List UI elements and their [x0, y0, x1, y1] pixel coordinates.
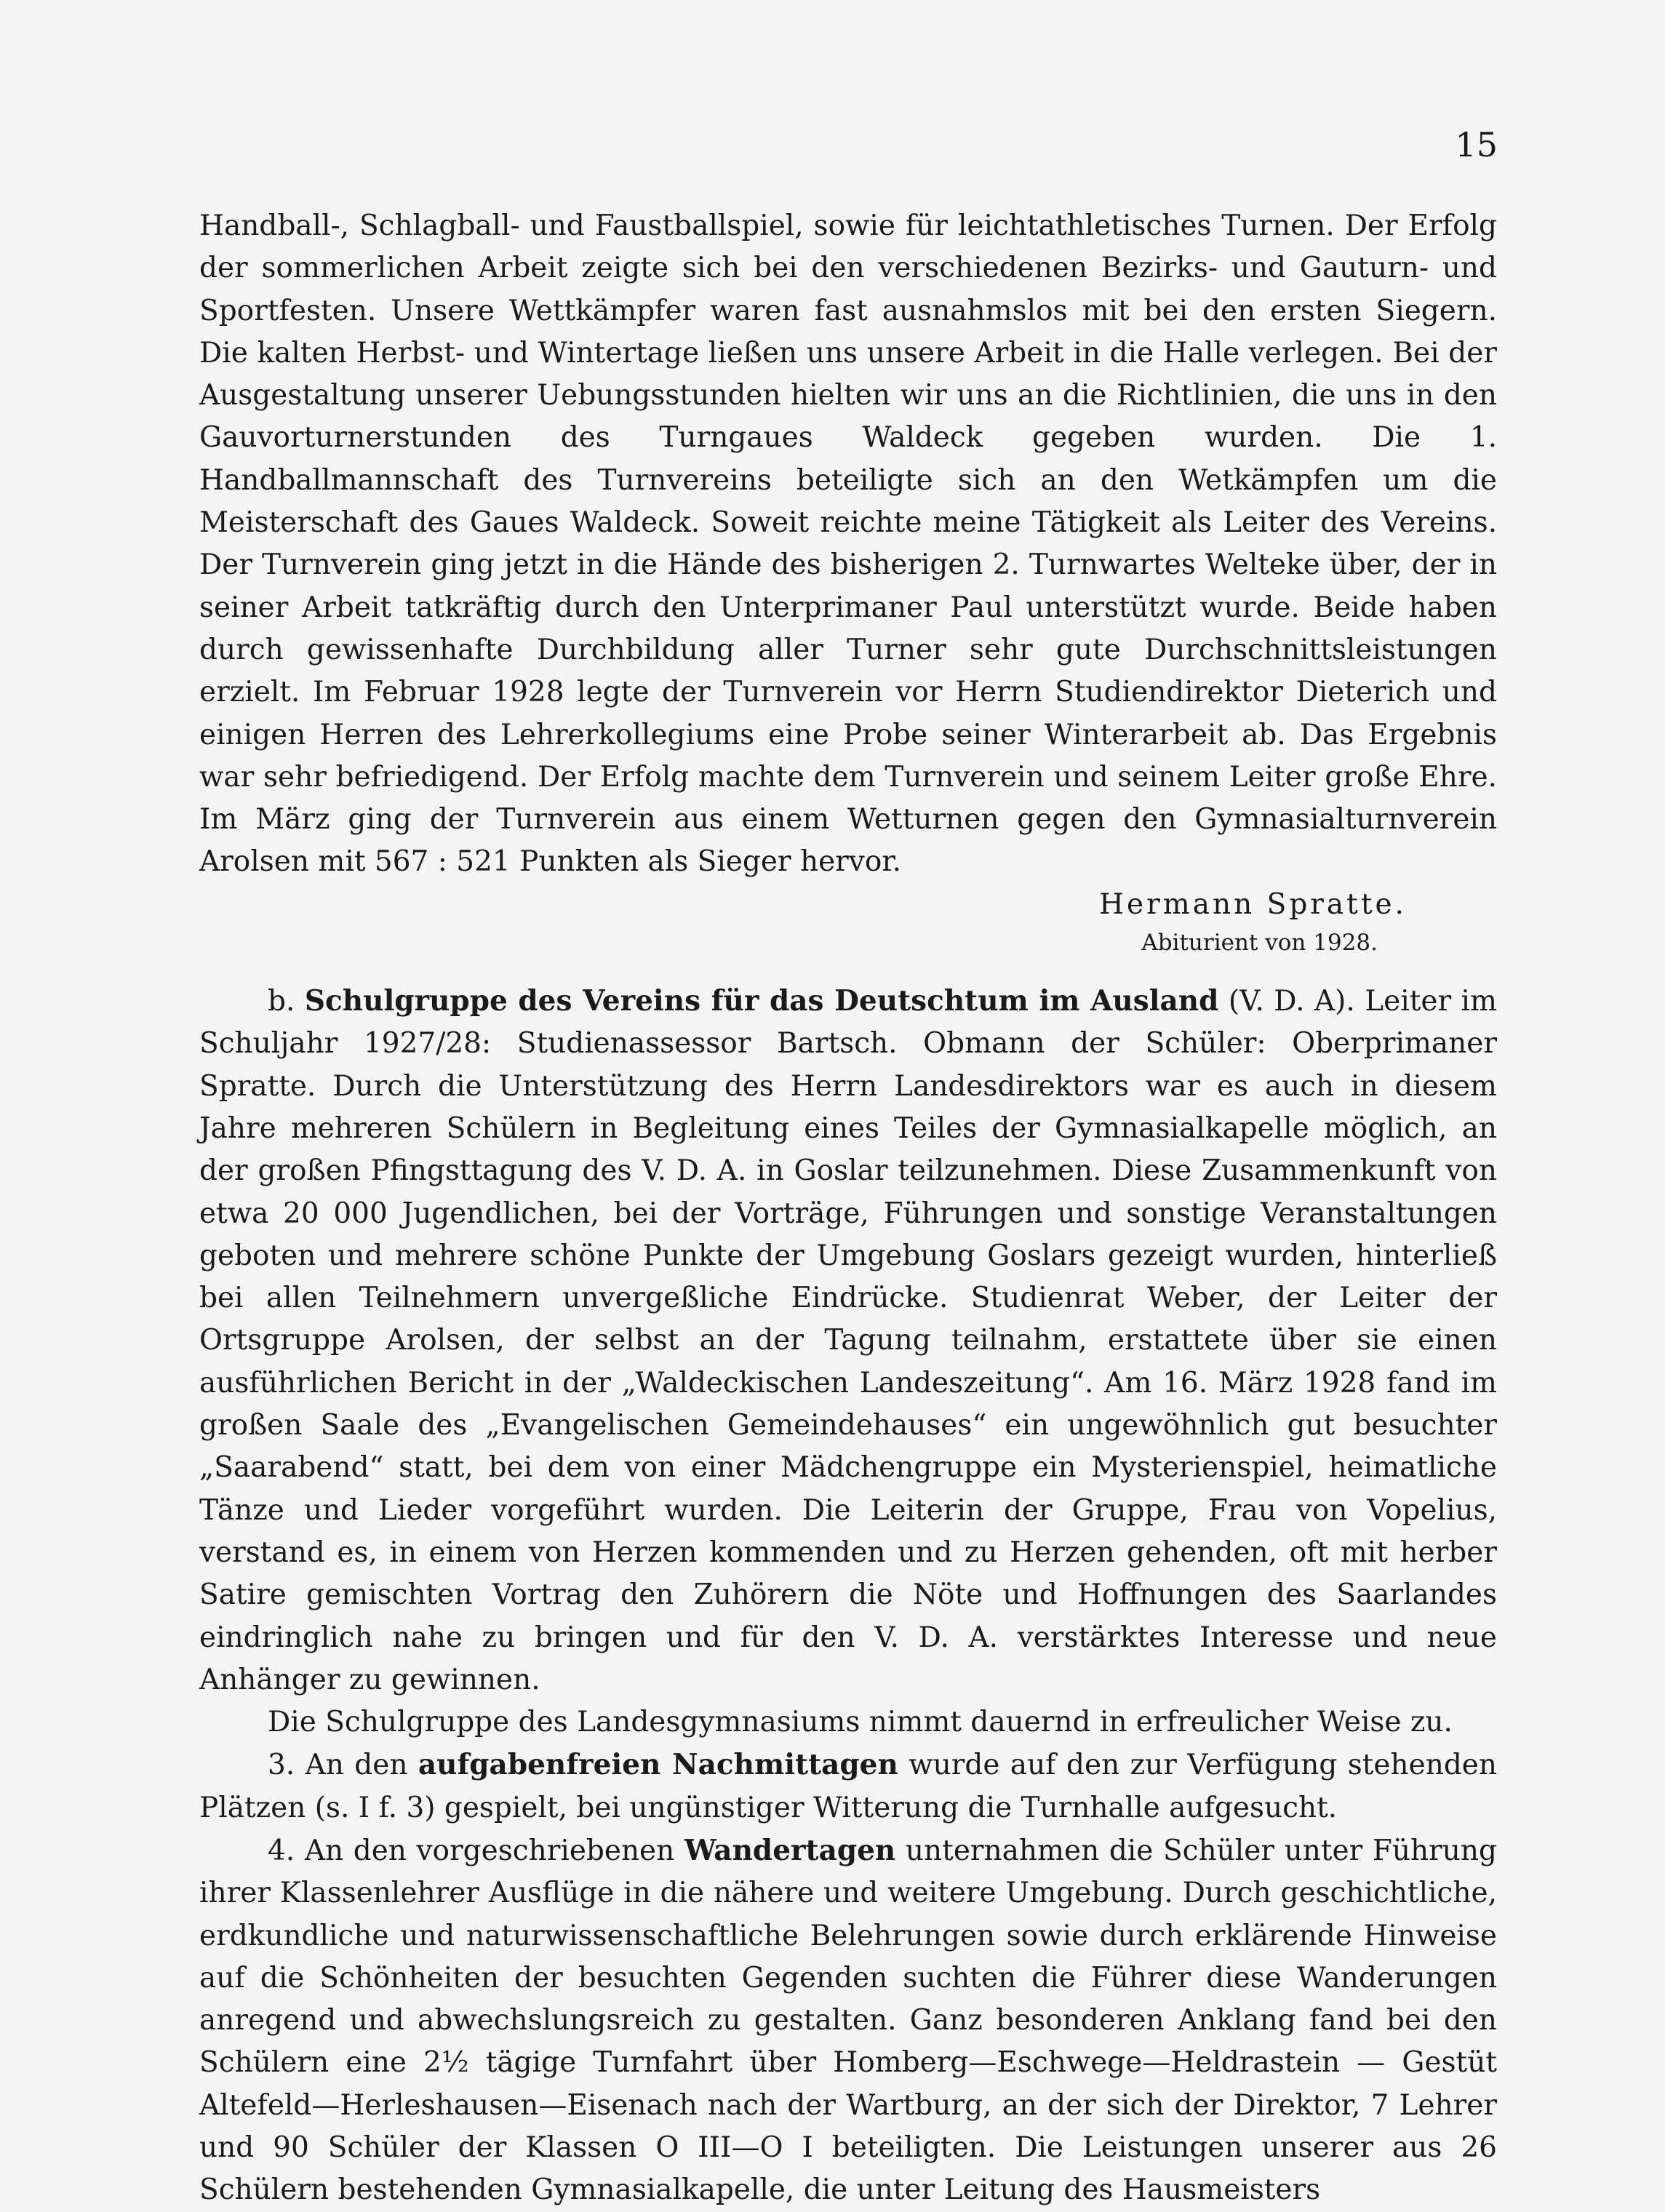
signature-line: [199, 884, 1497, 926]
vda-text: (V. D. A). Leiter im Schuljahr 1927/28: Studienassessor Bartsch. Obmann der Schüler: Oberprimaner Spratte. Durch die Unterstützung des Herrn Landesdirektors war es auch in diesem Jahre mehreren Schülern in Begleitung eines Teiles der Gymnasialkapelle möglich, an der großen Pfingsttagung des V. D. A. in Goslar teilzunehmen. Diese Zusammenkunft von etwa 20 000 Jugendlichen, bei der Vorträge, Führungen und sonstige Veranstaltungen geboten und mehrere schöne Punkte der Umgebung Goslars gezeigt wurden, hinterließ bei allen Teilnehmern unvergeßliche Eindrücke. Studienrat Weber, der Leiter der Ortsgruppe Arolsen, der selbst an der Tagung teilnahm, erstattete über sie einen ausführlichen Bericht in der „Waldeckischen Landeszeitung“. Am 16. März 1928 fand im großen Saale des „Evangelischen Gemeindehauses“ ein ungewöhnlich gut besuchter „Saarabend“ statt, bei dem von einer Mädchengruppe ein Mysterienspiel, heimatliche Tänze und Lieder vorgeführt wurden. Die Leiterin der Gruppe, Frau von Vopelius, verstand es, in einem von Herzen kommenden und zu Herzen gehenden, oft mit herber Satire gemischten Vortrag den Zuhörern die Nöte und Hoffnungen des Saarlandes eindringlich nahe zu bringen und für den V. D. A. verstärktes Interesse und neue Anhänger zu gewinnen.: [199, 985, 1497, 1696]
vda-paragraph: [199, 980, 1497, 1701]
afternoons-label: 3. An den: [268, 1749, 408, 1782]
hiking-text: unternahmen die Schüler unter Führung ihrer Klassenlehrer Ausflüge in die nähere und weitere Umgebung. Durch geschichtliche, erdkundliche und naturwissenschaftliche Belehrungen sowie durch erklärende Hinweise auf die Schönheiten der besuchten Gegenden suchten die Führer diese Wanderungen anregend und abwechslungsreich zu gestalten. Ganz besonderen Anklang fand bei den Schülern eine 2½ tägige Turnfahrt über Homberg—Eschwege—Heldrastein — Gestüt Altefeld—Herleshausen—Eisenach nach der Wartburg, an der sich der Direktor, 7 Lehrer und 90 Schüler der Klassen O III—O I beteiligten. Die Leistungen unserer aus 26 Schülern bestehenden Gymnasialkapelle, die unter Leitung des Hausmeisters: [199, 1834, 1497, 2207]
page-number: 15: [1455, 125, 1498, 164]
vda-label: b.: [268, 985, 295, 1018]
signature-role: Abiturient von 1928.: [1141, 930, 1378, 957]
hiking-heading: Wandertagen: [684, 1833, 896, 1867]
vda-closing: Die Schulgruppe des Landesgymnasiums nimmt dauernd in erfreulicher Weise zu.: [268, 1706, 1453, 1739]
hiking-paragraph: [199, 1829, 1497, 2212]
afternoons-paragraph: [199, 1744, 1497, 1829]
afternoons-heading: aufgabenfreien Nachmittagen: [418, 1748, 898, 1782]
vda-heading: Schulgruppe des Vereins für das Deutschtum im Ausland: [304, 984, 1219, 1018]
signature-name: Hermann Spratte.: [1099, 887, 1407, 921]
afternoons-text: wurde auf den zur Verfügung stehenden Plätzen (s. I f. 3) gespielt, bei ungünstiger Witterung die Turnhalle aufgesucht.: [199, 1749, 1497, 1824]
turnverein-paragraph: Handball-, Schlagball- und Faustballspiel, sowie für leichtathletisches Turnen. Der Erfolg der sommerlichen Arbeit zeigte sich bei den verschiedenen Bezirks- und Gauturn- und Sportfesten. Unsere Wettkämpfer waren fast ausnahmslos mit bei den ersten Siegern. Die kalten Herbst- und Wintertage ließen uns unsere Arbeit in die Halle verlegen. Bei der Ausgestaltung unserer Uebungsstunden hielten wir uns an die Richtlinien, die uns in den Gauvorturnerstunden des Turngaues Waldeck gegeben wurden. Die 1. Handballmannschaft des Turnvereins beteiligte sich an den Wetkämpfen um die Meisterschaft des Gaues Waldeck. Soweit reichte meine Tätigkeit als Leiter des Vereins. Der Turnverein ging jetzt in die Hände des bisherigen 2. Turnwartes Welteke über, der in seiner Arbeit tatkräftig durch den Unterprimaner Paul unterstützt wurde. Beide haben durch gewissenhafte Durchbildung aller Turner sehr gute Durchschnittsleistungen erzielt. Im Februar 1928 legte der Turnverein vor Herrn Studiendirektor Dieterich und einigen Herren des Lehrerkollegiums eine Probe seiner Winterarbeit ab. Das Ergebnis war sehr befriedigend. Der Erfolg machte dem Turnverein und seinem Leiter große Ehre. Im März ging der Turnverein aus einem Wetturnen gegen den Gymnasialturnverein Arolsen mit 567 : 521 Punkten als Sieger hervor.: [199, 209, 1497, 879]
document-body: [199, 205, 1497, 2212]
section-gap: [199, 959, 1497, 980]
hiking-label: 4. An den vorgeschriebenen: [268, 1834, 675, 1867]
